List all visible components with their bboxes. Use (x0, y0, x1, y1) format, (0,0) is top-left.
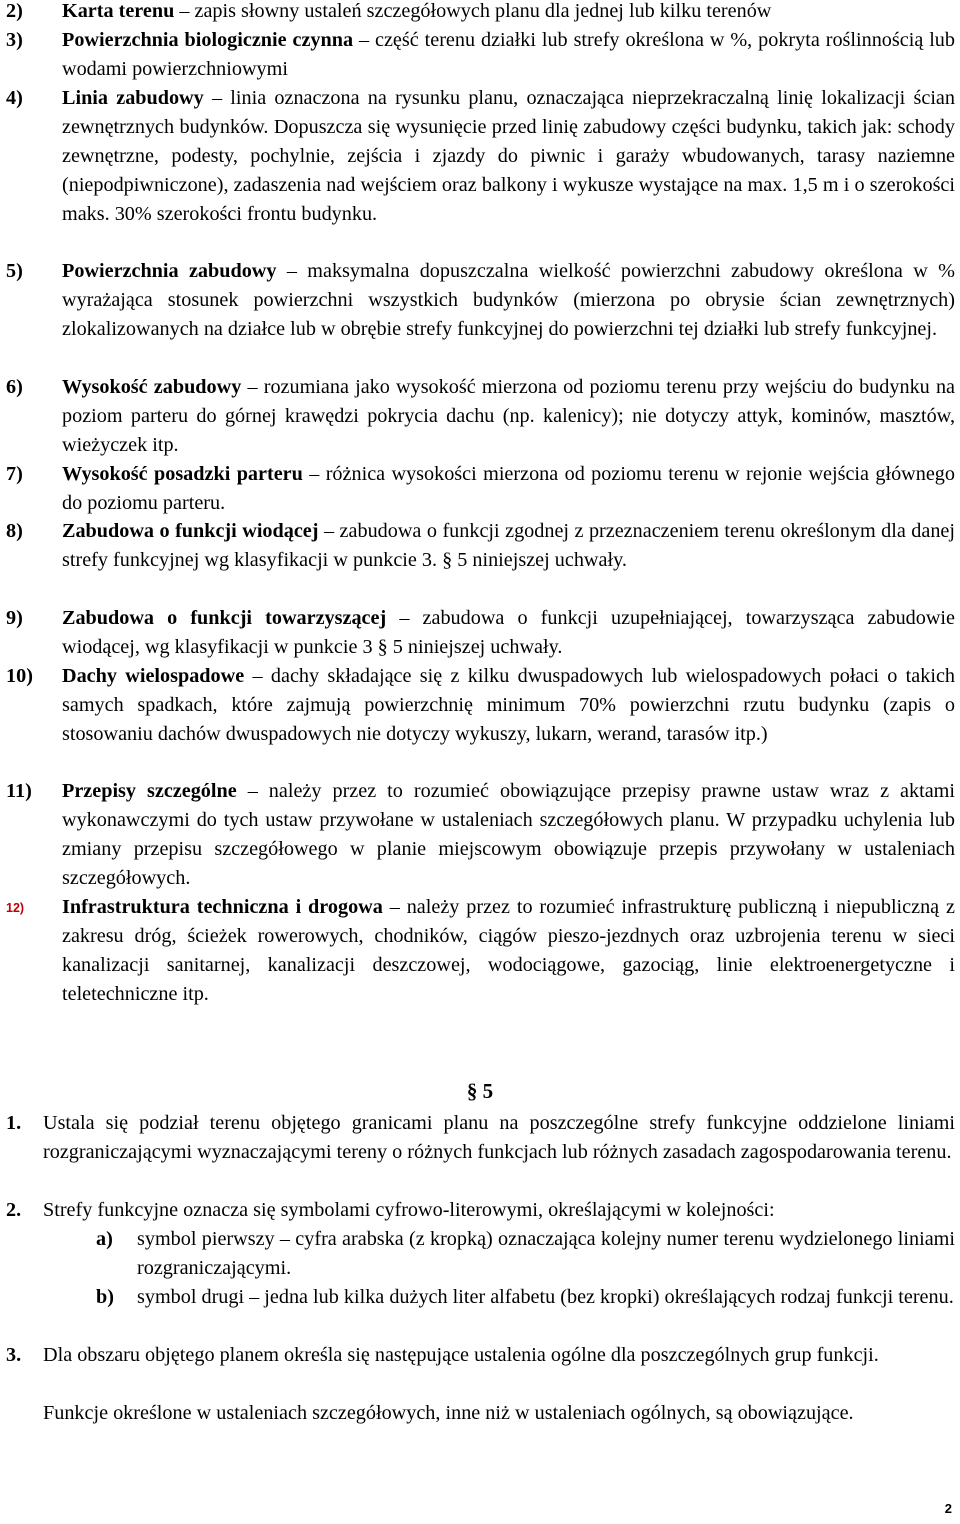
sub-item-text: symbol drugi – jedna lub kilka dużych liter alfabetu (bez kropki) określających rodzaj funkcji terenu. (137, 1286, 954, 1308)
definition-number: 2) (6, 0, 23, 22)
definition-item (6, 257, 955, 344)
definition-number: 12) (6, 901, 25, 915)
definition-item (6, 26, 955, 84)
paragraph-item (6, 1109, 955, 1167)
definition-number: 4) (6, 87, 23, 109)
definition-text: – zabudowa o funkcji uzupełniającej, towarzysząca zabudowie wiodącej, wg klasyfikacji w punkcie 3 § 5 niniejszej uchwały. (62, 607, 955, 658)
paragraph-number: 2. (6, 1199, 22, 1221)
definition-text: – dachy składające się z kilku dwuspadowych lub wielospadowych połaci o takich samych spadkach, które zajmują powierzchnię minimum 70% powierzchni rzutu budynku (zapis o stosowaniu dachów dwuspadowych nie dotyczy wykuszy, lukarn, werand, tarasów itp.) (62, 665, 956, 745)
definition-number: 3) (6, 29, 23, 51)
definition-text: – zapis słowny ustaleń szczegółowych planu dla jednej lub kilku terenów (174, 0, 772, 22)
definition-term: Dachy wielospadowe (62, 665, 245, 687)
definition-text: – zabudowa o funkcji zgodnej z przeznaczeniem terenu określonym dla danej strefy funkcyjnej wg klasyfikacji w punkcie 3. § 5 niniejszej uchwały. (62, 520, 956, 571)
closing-paragraph (6, 1399, 955, 1428)
definition-term: Zabudowa o funkcji towarzyszącej (62, 607, 387, 629)
definition-item (6, 373, 955, 460)
definition-item (6, 604, 955, 662)
paragraph-item (6, 1196, 955, 1225)
sub-item (96, 1283, 955, 1312)
definition-item (6, 777, 955, 893)
section-heading: § 5 (466, 1079, 494, 1103)
definition-number: 6) (6, 376, 23, 398)
definition-item (6, 517, 955, 575)
definition-number: 7) (6, 463, 23, 485)
definition-text: – maksymalna dopuszczalna wielkość powierzchni zabudowy określona w % wyrażająca stosunek powierzchni wszystkich budynków (mierzona po obrysie ścian zewnętrznych) zlokalizowanych na działce lub w obrębie strefy funkcyjnej do powierzchni tej działki lub strefy funkcyjnej. (62, 260, 955, 340)
definition-item (6, 84, 955, 229)
definition-number: 10) (6, 665, 33, 687)
definition-text: – należy przez to rozumieć infrastrukturę publiczną i niepubliczną z zakresu dróg, ścieżek rowerowych, chodników, ciągów pieszo-jezdnych oraz uzbrojenia terenu w sieci kanalizacji sanitarnej, kanalizacji deszczowej, wodociągowe, gazociąg, linie elektroenergetyczne i teletechniczne itp. (62, 896, 955, 1005)
definition-term: Zabudowa o funkcji wiodącej (62, 520, 319, 542)
definition-text: – należy przez to rozumieć obowiązujące przepisy prawne ustaw wraz z aktami wykonawczymi do tych ustaw przywołane w ustaleniach szczegółowych planu. W przypadku uchylenia lub zmiany przepisu szczegółowego w planie miejscowym obowiązuje przepis przywołany w ustaleniach szczegółowych. (62, 780, 955, 889)
definition-term: Powierzchnia biologicznie czynna (62, 29, 354, 51)
paragraph-number: 3. (6, 1344, 22, 1366)
page-number: 2 (944, 1501, 952, 1516)
definition-number: 5) (6, 260, 23, 282)
definition-term: Wysokość zabudowy (62, 376, 242, 398)
definition-term: Wysokość posadzki parteru (62, 463, 303, 485)
paragraph-text: Ustala się podział terenu objętego granicami planu na poszczególne strefy funkcyjne oddzielone liniami rozgraniczającymi wyznaczającymi tereny o różnych funkcjach lub różnych zasadach zagospodarowania terenu. (43, 1112, 955, 1163)
sub-item-letter: a) (96, 1228, 113, 1250)
definition-number: 8) (6, 520, 23, 542)
definition-text: – różnica wysokości mierzona od poziomu terenu w rejonie wejścia głównego do poziomu parteru. (62, 463, 955, 514)
definition-term: Linia zabudowy (62, 87, 204, 109)
definition-text: – rozumiana jako wysokość mierzona od poziomu terenu przy wejściu do budynku na poziom parteru do górnej krawędzi pokrycia dachu (np. kalenicy); nie dotyczy attyk, kominów, masztów, wieżyczek itp. (62, 376, 955, 456)
definition-item (6, 460, 955, 518)
definition-text: – część terenu działki lub strefy określona w %, pokryta roślinnością lub wodami powierzchniowymi (62, 29, 955, 80)
definition-text: – linia oznaczona na rysunku planu, oznaczająca nieprzekraczalną linię lokalizacji ścian zewnętrznych budynków. Dopuszcza się wysunięcie przed linię zabudowy części budynku, takich jak: schody zewnętrzne, podesty, pochylnie, zejścia i zjazdy do piwnic i garaży wbudowanych, tarasy naziemne (niepodpiwniczone), zadaszenia nad wejściem oraz balkony i wykusze wystające na max. 1,5 m i o szerokości maks. 30% szerokości frontu budynku. (62, 87, 955, 225)
definition-term: Powierzchnia zabudowy (62, 260, 277, 282)
definition-number: 9) (6, 607, 23, 629)
paragraph-number: 1. (6, 1112, 22, 1134)
sub-item (96, 1225, 955, 1283)
sub-item-letter: b) (96, 1286, 114, 1308)
definition-item (6, 0, 955, 26)
closing-text: Funkcje określone w ustaleniach szczegółowych, inne niż w ustaleniach ogólnych, są obowiązujące. (43, 1402, 854, 1424)
definition-number: 11) (6, 780, 32, 802)
sub-item-text: symbol pierwszy – cyfra arabska (z kropką) oznaczająca kolejny numer terenu wydzielonego liniami rozgraniczającymi. (137, 1228, 955, 1279)
paragraph-text: Dla obszaru objętego planem określa się następujące ustalenia ogólne dla poszczególnych grup funkcji. (43, 1344, 879, 1366)
definition-term: Infrastruktura techniczna i drogowa (62, 896, 383, 918)
definition-item (6, 662, 955, 749)
definition-term: Przepisy szczególne (62, 780, 237, 802)
definition-item (6, 893, 955, 1009)
definition-term: Karta terenu (62, 0, 175, 22)
paragraph-item (6, 1341, 955, 1370)
paragraph-text: Strefy funkcyjne oznacza się symbolami cyfrowo-literowymi, określającymi w kolejności: (43, 1199, 775, 1221)
